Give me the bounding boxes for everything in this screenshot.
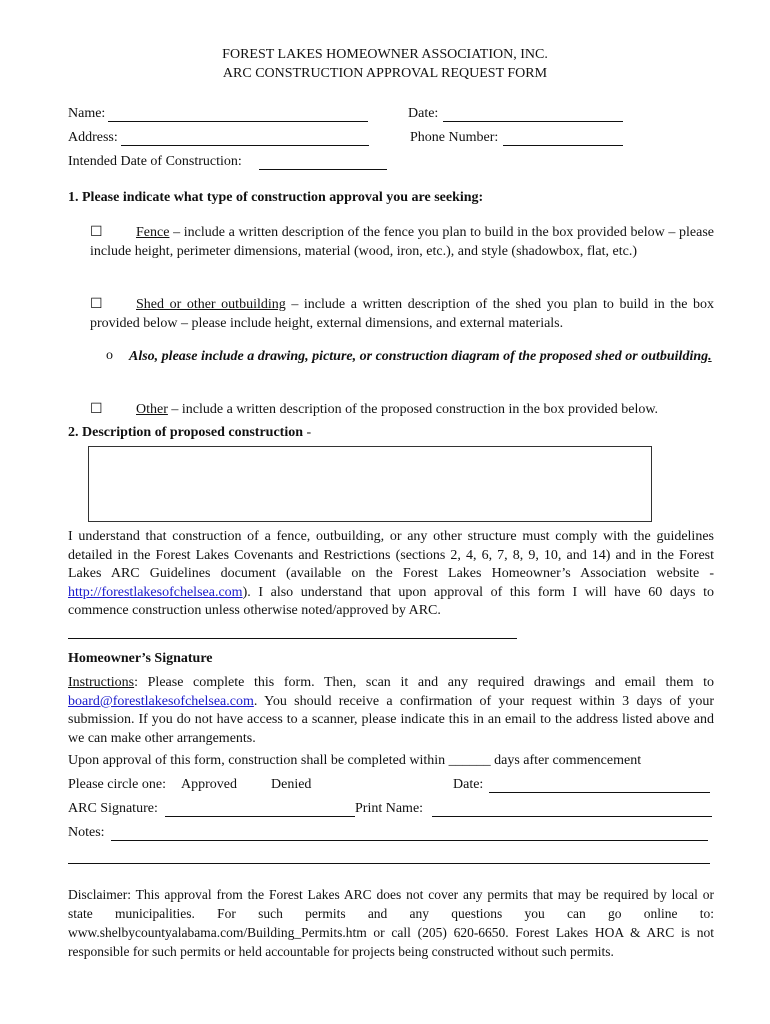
homeowner-signature-line[interactable] [68, 638, 517, 639]
phone-field[interactable] [503, 145, 623, 146]
fence-description: – include a written description of the fence you plan to build in the box provided below – please include height, perimeter dimensions, material (wood, iron, etc.), and style (shadowbox, flat, etc.) [90, 225, 714, 259]
name-label: Name: [68, 106, 106, 121]
org-name: FOREST LAKES HOMEOWNER ASSOCIATION, INC. [222, 47, 548, 62]
shed-option [90, 296, 714, 333]
sub-bullet: o [106, 348, 113, 363]
section2-heading: 2. Description of proposed construction [68, 425, 304, 440]
shed-drawing-note [112, 348, 714, 367]
instructions-paragraph [68, 674, 714, 748]
approved-option[interactable]: Approved [181, 777, 237, 792]
print-name-label: Print Name: [355, 801, 424, 816]
other-description: – include a written description of the proposed construction in the box provided below. [167, 402, 659, 417]
shed-note-period: . [708, 349, 712, 364]
phone-label: Phone Number: [410, 130, 499, 145]
instructions-text-end: . You should receive a confirmation of your request within 3 days of your submission. If you do not have access to a scanner, please indicate this in an email to the address listed above and we can make other arrangements. [68, 693, 714, 746]
other-option [90, 401, 714, 420]
agreement-text: I understand that construction of a fence, outbuilding, or any other structure must comply with the guidelines detailed in the Forest Lakes Covenants and Restrictions (sections 2, 4, 6, 7, 8, 9, 10, and 14) and in the Forest Lakes ARC Guidelines document (available on the Forest Lakes Homeowner’s Association website - [68, 529, 714, 581]
other-label: Other [136, 402, 168, 417]
name-field[interactable] [108, 121, 368, 122]
shed-description: – include a written description of the shed you plan to build in the box provided below – please include height, external dimensions, and external materials. [90, 297, 714, 331]
address-label: Address: [68, 130, 118, 145]
other-checkbox[interactable]: ☐ [90, 402, 103, 417]
approval-date-label: Date: [453, 777, 484, 792]
denied-option[interactable]: Denied [271, 777, 312, 792]
description-box[interactable] [88, 446, 652, 522]
agreement-text-end: ). I also understand that upon approval of this form I will have 60 days to commence construction unless otherwise noted/approved by ARC. [68, 584, 714, 618]
print-name-field[interactable] [432, 816, 712, 817]
shed-checkbox[interactable]: ☐ [90, 297, 103, 312]
section2-dash: - [303, 425, 312, 440]
notes-field-line1[interactable] [111, 840, 708, 841]
instructions-text: : Please complete this form. Then, scan it and any required drawings and email them to [134, 675, 714, 690]
email-link[interactable]: board@forestlakesofchelsea.com [68, 693, 254, 709]
circle-label: Please circle one: [68, 777, 166, 792]
homeowner-signature-label: Homeowner’s Signature [68, 651, 213, 666]
section1-heading: 1. Please indicate what type of construction approval you are seeking: [68, 190, 484, 205]
shed-label: Shed or other outbuilding [136, 297, 286, 312]
intended-date-label: Intended Date of Construction: [68, 154, 242, 169]
intended-date-field[interactable] [259, 169, 387, 170]
arc-signature-label: ARC Signature: [68, 801, 158, 816]
notes-label: Notes: [68, 825, 105, 840]
form-title: ARC CONSTRUCTION APPROVAL REQUEST FORM [222, 66, 548, 81]
website-link[interactable]: http://forestlakesofchelsea.com [68, 584, 243, 600]
fence-label: Fence [136, 225, 170, 240]
fence-option [90, 224, 714, 261]
notes-field-line2[interactable] [68, 863, 710, 864]
address-field[interactable] [121, 145, 369, 146]
instructions-label: Instructions [68, 675, 135, 690]
approval-date-field[interactable] [489, 792, 710, 793]
section2-heading-row [68, 425, 311, 441]
shed-note-text: Also, please include a drawing, picture, or construction diagram of the proposed shed or outbuilding [129, 349, 709, 364]
disclaimer: Disclaimer: This approval from the Forest Lakes ARC does not cover any permits that may be required by local or state municipalities. For such permits and any questions you can go online to: www.shelbycountyalabama.com/Building_Permits.htm or call (205) 620-6650. Forest Lakes HOA & ARC is not responsible for such permits or held accountable for projects being constructed without such permits. [68, 887, 714, 959]
fence-checkbox[interactable]: ☐ [90, 225, 103, 240]
agreement-paragraph [68, 528, 714, 621]
completion-days-text: Upon approval of this form, construction shall be completed within ______ days after commencement [68, 753, 642, 768]
date-label: Date: [408, 106, 439, 121]
date-field[interactable] [443, 121, 623, 122]
arc-signature-field[interactable] [165, 816, 355, 817]
